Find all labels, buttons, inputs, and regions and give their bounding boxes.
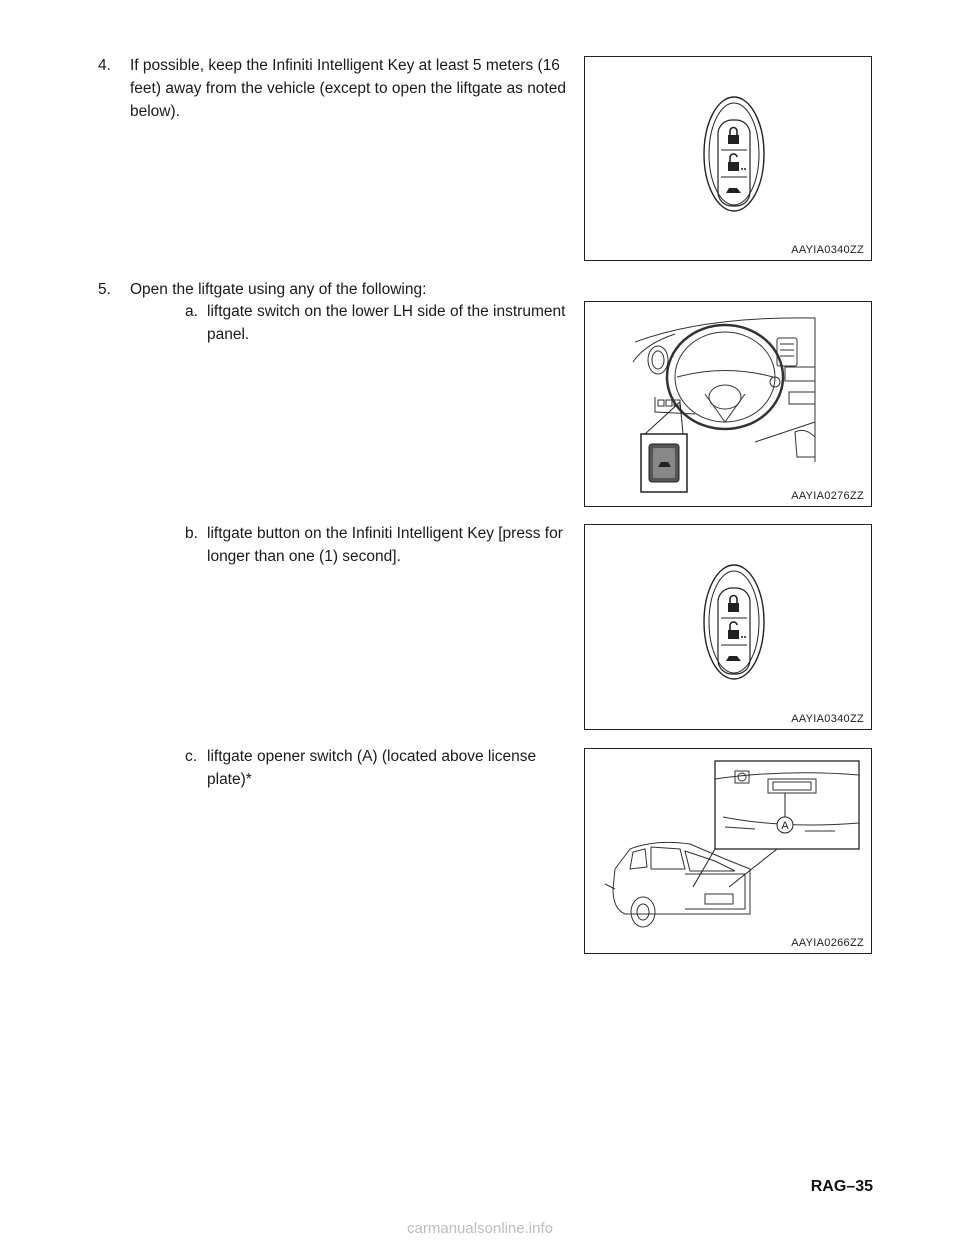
- step-number: 4.: [98, 57, 111, 74]
- step-4: [98, 54, 570, 123]
- watermark: carmanualsonline.info: [407, 1220, 553, 1237]
- item-text: liftgate opener switch (A) (located above license plate)*: [207, 748, 537, 788]
- figure-code: AAYIA0266ZZ: [791, 937, 864, 949]
- step-text: If possible, keep the Infiniti Intelligent Key at least 5 meters (16 feet) away from the vehicle (except to open the liftgate as noted below).: [130, 57, 566, 120]
- key-fob-icon: [585, 57, 871, 260]
- figure-code: AAYIA0276ZZ: [791, 490, 864, 502]
- figure-vehicle-rear: [584, 748, 872, 954]
- step-5: [98, 278, 570, 301]
- item-letter: c.: [185, 748, 198, 765]
- key-fob-icon: [585, 525, 871, 729]
- step-5c: [185, 745, 567, 791]
- vehicle-rear-icon: [585, 749, 871, 953]
- figure-key-fob-1: [584, 56, 872, 261]
- figure-code: AAYIA0340ZZ: [791, 713, 864, 725]
- step-text: Open the liftgate using any of the following:: [130, 281, 427, 298]
- item-letter: a.: [185, 303, 198, 320]
- instrument-panel-icon: [585, 302, 871, 506]
- step-number: 5.: [98, 281, 111, 298]
- step-5b: [185, 522, 567, 568]
- item-text: liftgate switch on the lower LH side of the instrument panel.: [207, 303, 566, 343]
- item-text: liftgate button on the Infiniti Intelligent Key [press for longer than one (1) second].: [207, 525, 563, 565]
- page-number: RAG–35: [810, 1178, 873, 1195]
- figure-key-fob-2: [584, 524, 872, 730]
- figure-instrument-panel: [584, 301, 872, 507]
- callout-label: A: [781, 820, 789, 832]
- item-letter: b.: [185, 525, 198, 542]
- step-5a: [185, 300, 567, 346]
- figure-code: AAYIA0340ZZ: [791, 244, 864, 256]
